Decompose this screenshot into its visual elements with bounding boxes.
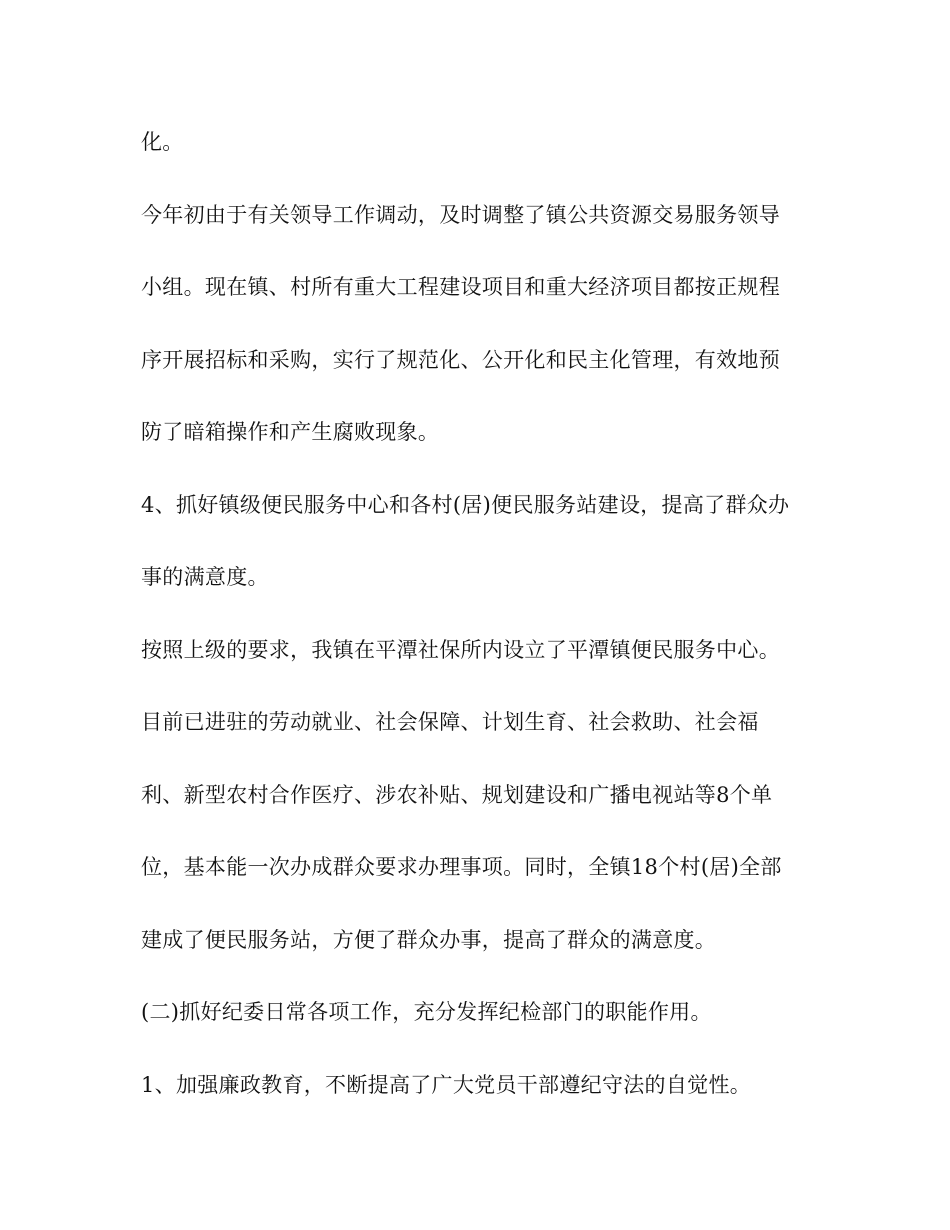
text-line: 1、加强廉政教育，不断提高了广大党员干部遵纪守法的自觉性。 — [141, 1073, 752, 1097]
text-line: 位，基本能一次办成群众要求办理事项。同时，全镇18个村(居)全部 — [141, 855, 782, 879]
text-line: 按照上级的要求，我镇在平潭社保所内设立了平潭镇便民服务中心。 — [141, 638, 780, 662]
text-line: 建成了便民服务站，方便了群众办事，提高了群众的满意度。 — [141, 928, 717, 952]
text-line: 4、抓好镇级便民服务中心和各村(居)便民服务站建设，提高了群众办 — [141, 493, 790, 517]
text-line: 防了暗箱操作和产生腐败现象。 — [141, 420, 440, 444]
text-line: 小组。现在镇、村所有重大工程建设项目和重大经济项目都按正规程 — [141, 275, 780, 299]
text-line: 事的满意度。 — [141, 565, 269, 589]
text-line: (二)抓好纪委日常各项工作，充分发挥纪检部门的职能作用。 — [141, 1000, 712, 1024]
text-line: 利、新型农村合作医疗、涉农补贴、规划建设和广播电视站等8个单 — [141, 783, 773, 807]
text-line: 序开展招标和采购，实行了规范化、公开化和民主化管理，有效地预 — [141, 348, 780, 372]
text-line: 化。 — [141, 130, 184, 154]
text-line: 目前已进驻的劳动就业、社会保障、计划生育、社会救助、社会福 — [141, 710, 759, 734]
text-line: 今年初由于有关领导工作调动，及时调整了镇公共资源交易服务领导 — [141, 203, 780, 227]
